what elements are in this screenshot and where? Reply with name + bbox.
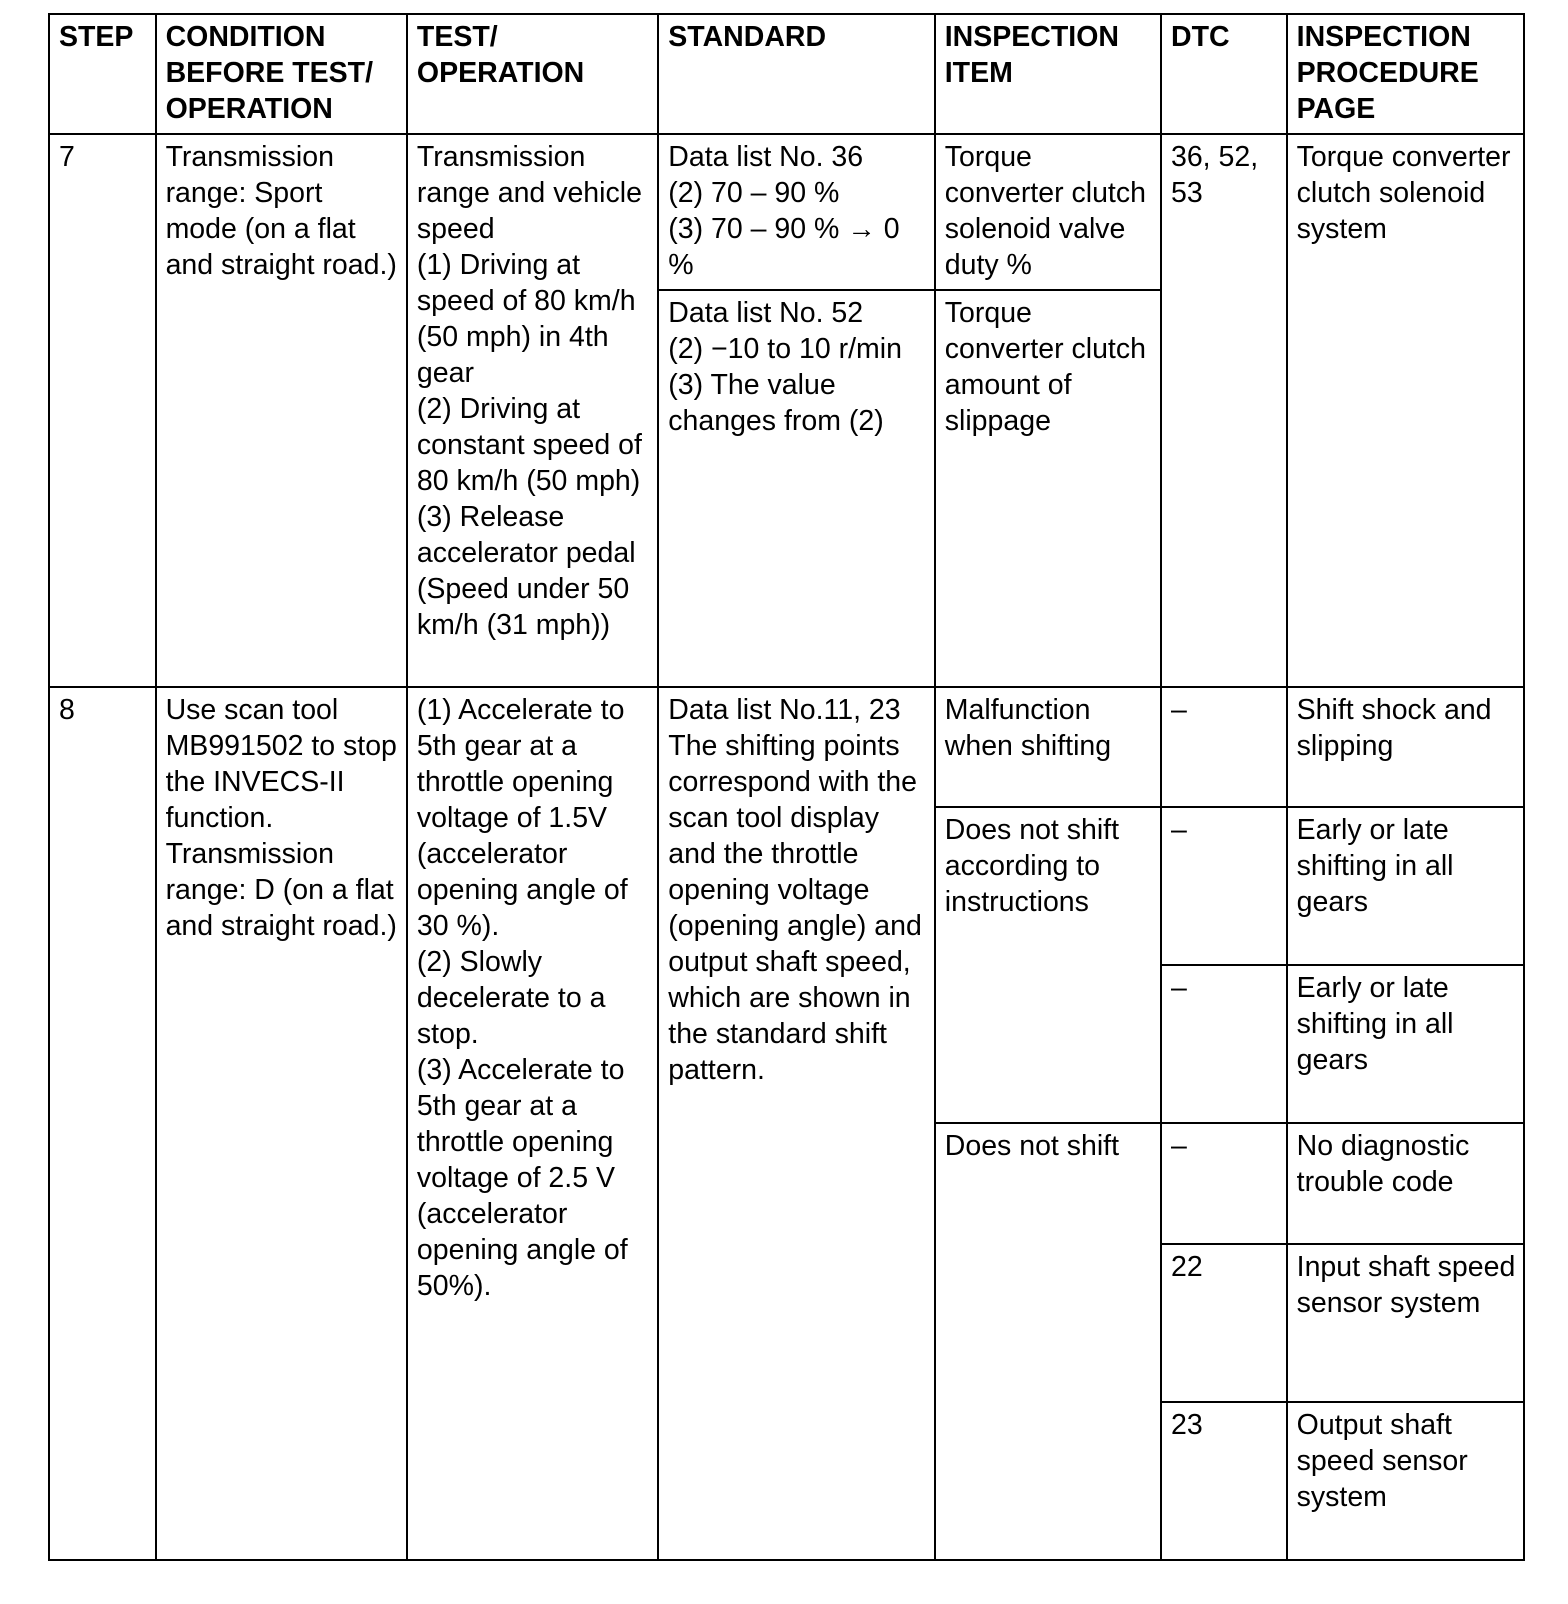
step-8-condition: Use scan tool MB991502 to stop the INVECS-II function. Transmission range: D (on a flat and straight road.) (156, 687, 407, 1560)
step-8-page-2b: Early or late shifting in all gears (1287, 965, 1524, 1123)
step-7-condition: Transmission range: Sport mode (on a flat and straight road.) (156, 134, 407, 687)
step-8-dtc-3c: 23 (1161, 1402, 1287, 1560)
step-7-page: Torque converter clutch solenoid system (1287, 134, 1524, 687)
step-8-item-3: Does not shift (935, 1123, 1161, 1560)
table-row (49, 134, 1524, 290)
header-row (49, 14, 1524, 134)
step-8-dtc-2a: – (1161, 807, 1287, 965)
step-8-page-3b: Input shaft speed sensor system (1287, 1244, 1524, 1402)
step-7-item-a: Torque converter clutch solenoid valve duty % (935, 134, 1161, 290)
step-7-test: Transmission range and vehicle speed (1) Driving at speed of 80 km/h (50 mph) in 4th gear (2) Driving at constant speed of 80 km/h (50 mph) (3) Release accelerator pedal (Speed under 50 km/h (31 mph)) (407, 134, 658, 687)
step-7-item-b: Torque converter clutch amount of slippage (935, 290, 1161, 687)
step-8-item-2: Does not shift according to instructions (935, 807, 1161, 1123)
step-8-test: (1) Accelerate to 5th gear at a throttle opening voltage of 1.5V (accelerator opening angle of 30 %). (2) Slowly decelerate to a stop. (3) Accelerate to 5th gear at a throttle opening voltage of 2.5 V (accelerator opening angle of 50%). (407, 687, 658, 1560)
step-8-dtc-2b: – (1161, 965, 1287, 1123)
step-8-dtc-1: – (1161, 687, 1287, 807)
step-8-dtc-3b: 22 (1161, 1244, 1287, 1402)
header-page: INSPECTION PROCEDURE PAGE (1287, 14, 1524, 134)
step-8-standard: Data list No.11, 23 The shifting points correspond with the scan tool display and the throttle opening voltage (opening angle) and output shaft speed, which are shown in the standard shift pattern. (658, 687, 934, 1560)
header-item: INSPECTION ITEM (935, 14, 1161, 134)
table-row (49, 687, 1524, 807)
step-7-number: 7 (49, 134, 156, 687)
step-7-standard-a: Data list No. 36 (2) 70 – 90 % (3) 70 – 90 % → 0 % (658, 134, 934, 290)
step-8-dtc-3a: – (1161, 1123, 1287, 1244)
step-8-page-3a: No diagnostic trouble code (1287, 1123, 1524, 1244)
header-standard: STANDARD (658, 14, 934, 134)
inspection-table (48, 13, 1525, 1561)
step-8-number: 8 (49, 687, 156, 1560)
header-condition: CONDITION BEFORE TEST/ OPERATION (156, 14, 407, 134)
step-8-page-2a: Early or late shifting in all gears (1287, 807, 1524, 965)
header-step: STEP (49, 14, 156, 134)
step-7-standard-b: Data list No. 52 (2) −10 to 10 r/min (3) The value changes from (2) (658, 290, 934, 687)
step-7-dtc: 36, 52, 53 (1161, 134, 1287, 687)
step-8-page-3c: Output shaft speed sensor system (1287, 1402, 1524, 1560)
header-test: TEST/ OPERATION (407, 14, 658, 134)
header-dtc: DTC (1161, 14, 1287, 134)
step-8-item-1: Malfunction when shifting (935, 687, 1161, 807)
step-8-page-1: Shift shock and slipping (1287, 687, 1524, 807)
